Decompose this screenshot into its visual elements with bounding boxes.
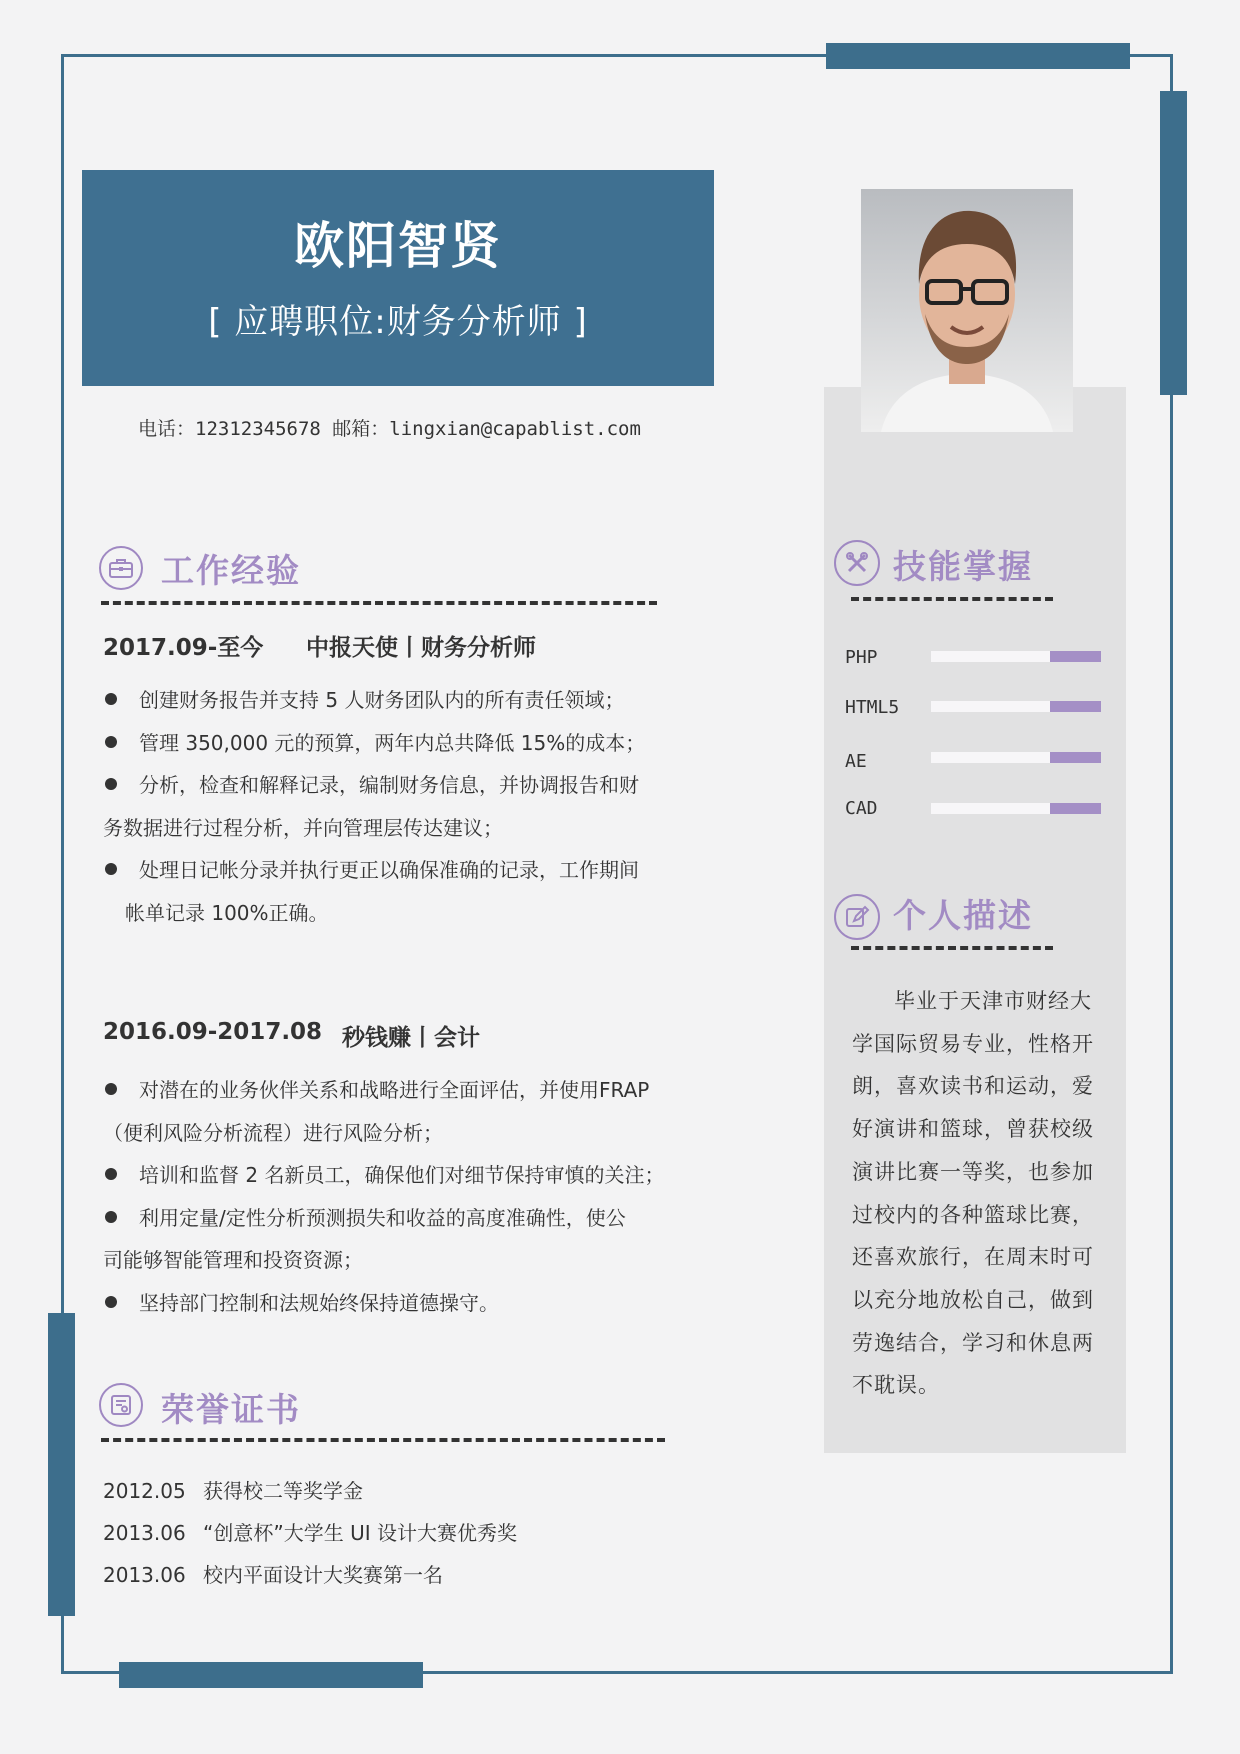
bullet-dot: [105, 778, 117, 790]
skill-label: PHP: [845, 647, 878, 668]
skill-fill: [1050, 651, 1101, 662]
job-1-company: 中报天使丨财务分析师: [306, 635, 536, 661]
certificate-icon: [99, 1383, 143, 1427]
about-text: 毕业于天津市财经大学国际贸易专业，性格开朗，喜欢读书和运动，爱好演讲和篮球，曾获校级演讲比赛一等奖，也参加过校内的各种篮球比赛，还喜欢旅行，在周末时可以充分地放松自己，做到劳逸结合，学习和休息两不耽误。: [852, 989, 1094, 1398]
skill-bar: [931, 651, 1101, 662]
bullet-dot: [105, 693, 117, 705]
bullet-dot: [105, 736, 117, 748]
skills-divider: [851, 597, 1053, 601]
contact-info: 电话：12312345678 邮箱：lingxian@capablist.com: [138, 418, 641, 440]
list-item: 培训和监督 2 名新员工，确保他们对细节保持审慎的关注；: [103, 1154, 703, 1197]
list-item: 利用定量/定性分析预测损失和收益的高度准确性，使公: [103, 1197, 703, 1240]
briefcase-icon: [99, 546, 143, 590]
job-position: [ 应聘职位:财务分析师 ]: [208, 302, 588, 342]
skill-label: CAD: [845, 798, 878, 819]
list-item: 管理 350,000 元的预算，两年内总共降低 15%的成本；: [103, 722, 703, 765]
work-divider: [101, 601, 657, 605]
about-divider: [851, 946, 1053, 950]
deco-bar-left: [48, 1313, 75, 1616]
deco-bar-right: [1160, 91, 1187, 395]
work-section-title: 工作经验: [161, 551, 301, 590]
bullet-dot: [105, 1083, 117, 1095]
skill-bar: [931, 803, 1101, 814]
about-section-title: 个人描述: [893, 896, 1033, 935]
skill-fill: [1050, 803, 1101, 814]
profile-photo: [861, 189, 1073, 432]
deco-bar-top: [826, 43, 1130, 69]
candidate-name: 欧阳智贤: [294, 217, 502, 275]
skill-fill: [1050, 701, 1101, 712]
edit-icon: [834, 894, 880, 940]
list-item: 分析，检查和解释记录，编制财务信息，并协调报告和财: [103, 764, 703, 807]
bullet-dot: [105, 1211, 117, 1223]
list-item-cont: 务数据进行过程分析，并向管理层传达建议；: [103, 815, 503, 840]
job-1-date: 2017.09-至今: [103, 635, 264, 661]
skill-label: AE: [845, 751, 867, 772]
deco-bar-bottom: [119, 1662, 423, 1688]
honors-list: [103, 1470, 517, 1596]
bullet-dot: [105, 1296, 117, 1308]
honors-divider: [101, 1438, 665, 1442]
list-item: 2013.06 “创意杯”大学生 UI 设计大赛优秀奖: [103, 1521, 517, 1545]
bullet-dot: [105, 1168, 117, 1180]
skill-fill: [1050, 752, 1101, 763]
list-item-cont: 帐单记录 100%正确。: [125, 900, 329, 925]
list-item: 创建财务报告并支持 5 人财务团队内的所有责任领域；: [103, 679, 703, 722]
list-item: 对潜在的业务伙伴关系和战略进行全面评估，并使用FRAP: [103, 1069, 703, 1112]
list-item: 处理日记帐分录并执行更正以确保准确的记录，工作期间: [103, 849, 703, 892]
name-header: [82, 170, 714, 386]
job-2-bullets: [103, 1069, 703, 1324]
skill-bar: [931, 701, 1101, 712]
list-item-cont: 司能够智能管理和投资资源；: [103, 1248, 363, 1272]
bullet-dot: [105, 863, 117, 875]
job-2-date: 2016.09-2017.08: [103, 1019, 323, 1045]
tools-icon: [834, 540, 880, 586]
skill-bar: [931, 752, 1101, 763]
job-1-bullets: [103, 679, 703, 934]
list-item: 坚持部门控制和法规始终保持道德操守。: [103, 1282, 703, 1325]
skills-section-title: 技能掌握: [893, 547, 1033, 586]
list-item: 2012.05 获得校二等奖学金: [103, 1479, 363, 1503]
list-item-cont: （便利风险分析流程）进行风险分析；: [103, 1120, 443, 1145]
list-item: 2013.06 校内平面设计大奖赛第一名: [103, 1563, 443, 1587]
skill-label: HTML5: [845, 697, 900, 718]
honors-section-title: 荣誉证书: [161, 1390, 301, 1429]
job-2-company: 秒钱赚丨会计: [342, 1025, 480, 1051]
